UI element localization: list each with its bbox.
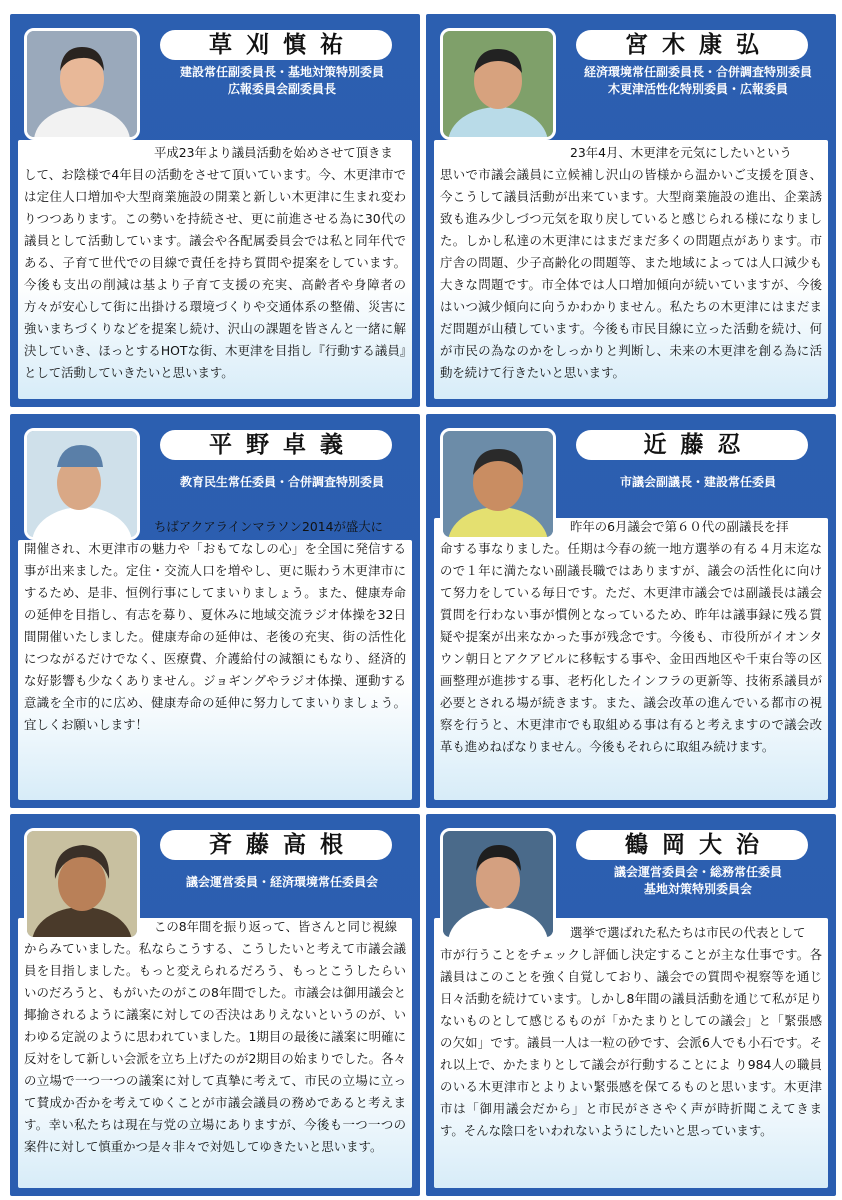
member-bio: 平成23年より議員活動を始めさせて頂きま して、お陰様で4年目の活動をさせて頂いています。今、木更津市では定住人口増加や大型商業施設の開業と新しい木更津に生まれ変わりつつあります。この勢いを持続させ、更に前進させる為に30代の議員として活動しています。議会や各配属委員会では私と同年代である、子育て世代での目線で責任を持ち質問や提案をしています。今後も支出の削減は基より子育て支援の充実、高齢者や身障者の方々が安心して街に出掛ける環境づくりや交通体系の整備、災害に強いまちづくりなどを提案し続け、沢山の課題を皆さんと一緒に解決していき、ほっとするHOTな街、木更津を目指し『行動する議員』として活動していきたいと思います。: [24, 145, 406, 380]
member-bio: この8年間を振り返って、皆さんと同じ視線 からみていました。私ならこうする、こうしたいと考えて市議会議員を目指しました。もっと変えられるだろう、もっとこうしたらいいのだろうと、もがいたのがこの8年間でした。市議会は御用議会と揶揄されるように議案に対しての否決はありえないというのが、いわゆる定説のように思われていました。1期目の最後に議案に明確に反対をして新しい会派を立ち上げたのが2期目の始まりでした。各々の立場で一つ一つの議案に対して真摯に考えて、市民の立場に立って賛成か否かを考えてゆくことが市議会議員の務めであると考えます。幸い私たちは現在与党の立場にありますが、今後も一つ一つの案件に対して慎重かつ是々非々で対処してゆきたいと思います。: [24, 919, 406, 1154]
member-card: [10, 14, 420, 407]
member-roles: 議会運営委員・経済環境常任委員会: [185, 875, 378, 889]
member-roles: 建設常任副委員長・基地対策特別委員 広報委員会副委員長: [179, 65, 384, 96]
member-bio: 昨年の6月議会で第６０代の副議長を拝 命する事なりました。任期は今春の統一地方選挙の有る４月末迄なので１年に満たない副議長職ではありますが、議会の活性化に向けて努力をしている毎日です。ただ、木更津市議会では副議長は議会質問を行わない事が慣例となっているため、昨年は議事録に残る質疑や提案が出来なかった事が残念です。今後も、市役所がイオンタウン朝日とアクアビルに移転する事や、金田西地区や千束台等の区画整理が進捗する事、老朽化したインフラの更新等、技術系議員が必要とされる場が続きます。また、議会改革の進んでいる都市の視察を行うと、木更津市でも取組める事は有ると考えますので議会改革も進めねばなりません。今後もそれらに取組み続けます。: [440, 519, 822, 754]
member-card: [10, 814, 420, 1196]
member-bio: ちばアクアラインマラソン2014が盛大に 開催され、木更津市の魅力や「おもてなしの心」を全国に発信する事が出来ました。定住・交流人口を増やし、更に賑わう木更津市にするため、是非、恒例行事にしてまいりましょう。また、健康寿命の延伸を目指し、有志を募り、夏休みに地域交流ラジオ体操を32日間開催いたしました。健康寿命の延伸は、老後の充実、街の活性化につながるだけでなく、医療費、介護給付の減額にもなり、経済的な好影響も少なくありません。ジョギングやラジオ体操、運動する意識を全市的に広め、健康寿命の延伸に努力してまいりましょう。宜しくお願いします！: [24, 519, 406, 732]
member-bio: 選挙で選ばれた私たちは市民の代表として 市が行うことをチェックし評価し決定することが主な仕事です。各議員はこのことを強く自覚しており、議会での質問や視察等を通じ日々活動を続けています。しかし8年間の議員活動を通じて私が足りないものとして感じるものが「かたまりとしての議会」と「緊張感の欠如」です。議員一人は一粒の砂です、会派6人でも小石です。それ以上で、かたまりとして議会が行動することによ り984人の職員のいる木更津市とよりよい緊張感を保てるものと思います。木更津市は「御用議会だから」と市民がささやく声が時折聞こえてきます。そんな陰口をいわれないようにしたいと思っています。: [440, 925, 822, 1138]
member-roles: 経済環境常任副委員長・合併調査特別委員 木更津活性化特別委員・広報委員: [583, 65, 812, 96]
member-card: [426, 14, 836, 407]
member-card: [426, 414, 836, 808]
member-name: 鶴岡大治: [576, 830, 808, 860]
member-card: [10, 414, 420, 808]
member-roles: 議会運営委員会・総務常任委員 基地対策特別委員会: [613, 865, 782, 896]
member-name: 斉藤高根: [160, 830, 392, 860]
person-photo-icon: [24, 28, 140, 140]
person-photo-icon: [440, 28, 556, 140]
member-name: 草刈慎祐: [160, 30, 392, 60]
member-name: 近藤忍: [576, 430, 808, 460]
member-name: 平野卓義: [160, 430, 392, 460]
member-roles: 教育民生常任委員・合併調査特別委員: [179, 475, 384, 489]
member-roles: 市議会副議長・建設常任委員: [619, 475, 776, 489]
member-bio: 23年4月、木更津を元気にしたいという 思いで市議会議員に立候補し沢山の皆様から温かいご支援を頂き、今こうして議員活動が出来ています。大型商業施設の進出、企業誘致も進み少しづつ元気を取り戻していると感じられる様になりました。しかし私達の木更津にはまだまだ多くの問題点があります。市庁舎の問題、少子高齢化の問題等、また地域によっては人口減少も大きな問題です。市全体では人口増加傾向が続いていますが、今後はいつ減少傾向に向うかわかりません。私たちの木更津にはまだまだ問題が山積しています。今後も市民目線に立った活動を続け、何が市民の為なのかをしっかりと判断し、未来の木更津を創る為に活動を続けて行きたいと思います。: [440, 145, 822, 380]
member-name: 宮木康弘: [576, 30, 808, 60]
member-card: [426, 814, 836, 1196]
